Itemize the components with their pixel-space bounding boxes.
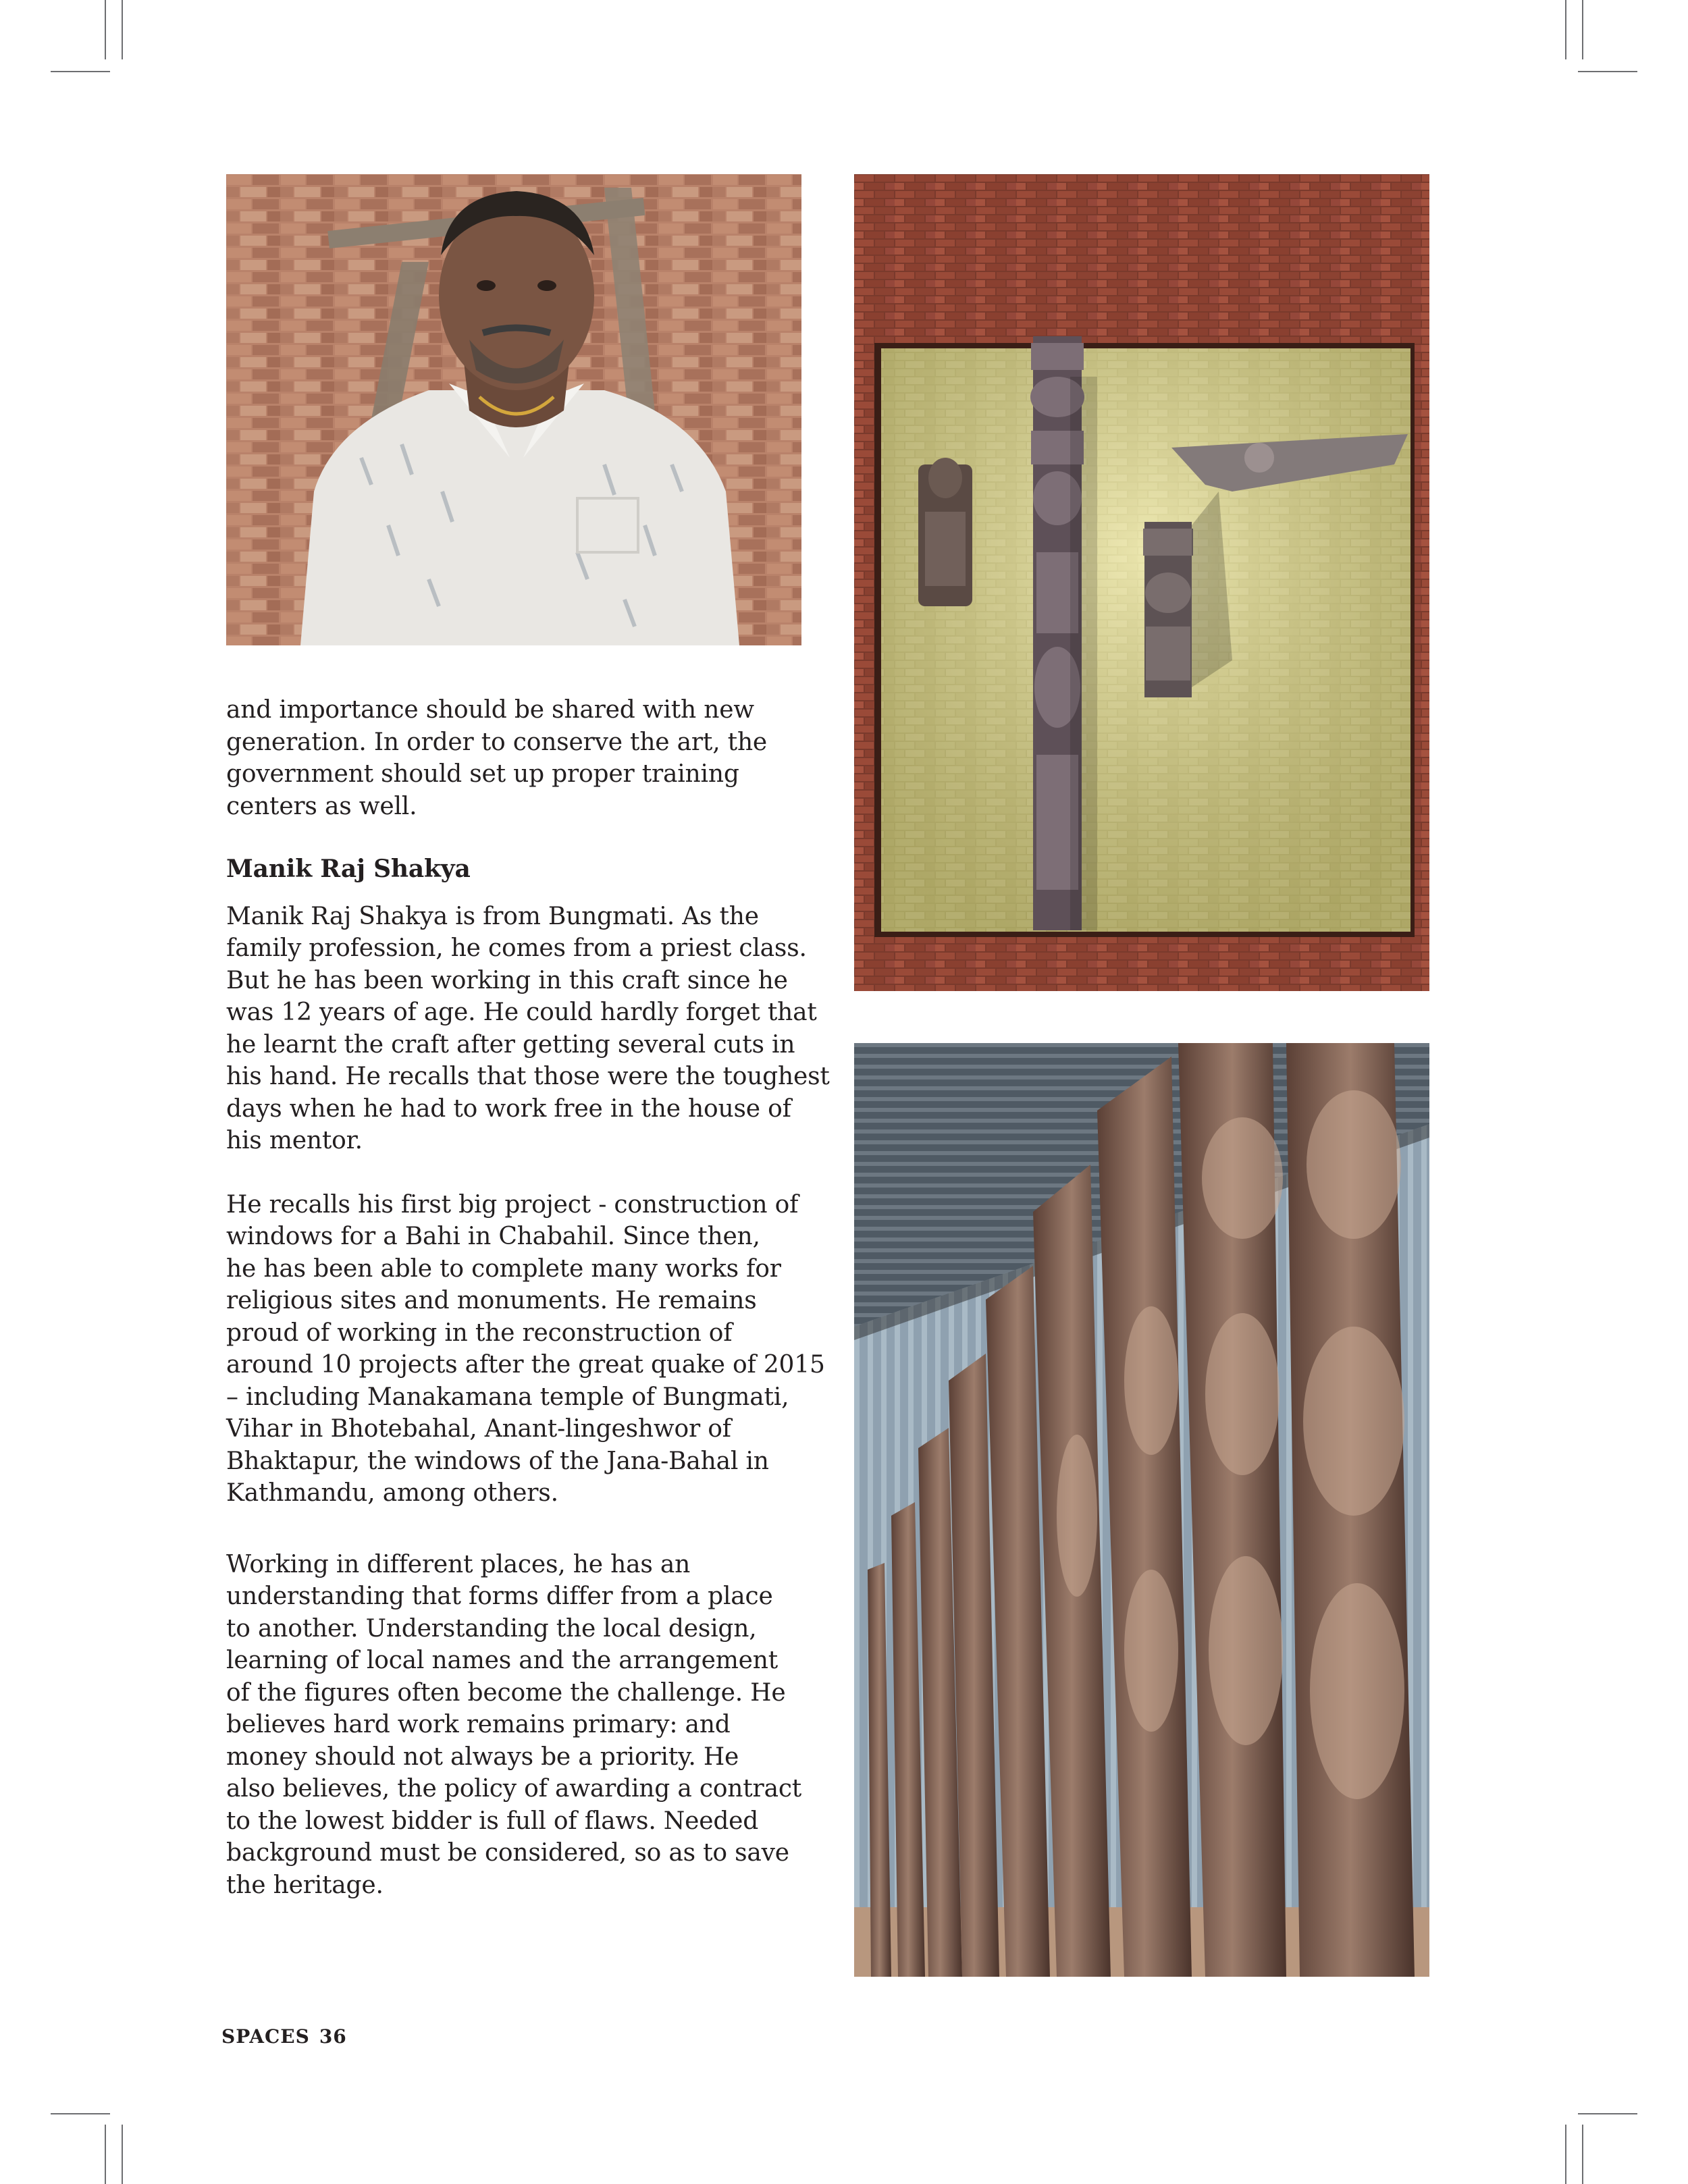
text-line: and importance should be shared with new [226,696,754,724]
crop-mark [51,2113,110,2114]
crop-mark [1578,2113,1637,2114]
text-line: learning of local names and the arrangement [226,1647,778,1674]
text-line: But he has been working in this craft since he [226,966,788,994]
magazine-name: SPACES [221,2025,310,2048]
crop-mark [1582,2125,1583,2184]
intro-paragraph [226,694,820,822]
text-line: he learnt the craft after getting several cuts in [226,1030,795,1059]
text-line: around 10 projects after the great quake of 2015 [226,1351,825,1379]
paragraph-3 [226,1549,820,1902]
text-line: understanding that forms differ from a place [226,1582,773,1610]
text-line: also believes, the policy of awarding a contract [226,1775,802,1803]
paragraph-2 [226,1189,825,1510]
text-line: government should set up proper training [226,760,739,788]
text-line: background must be considered, so as to save [226,1839,789,1867]
crop-mark [1565,2125,1566,2184]
text-line: the heritage. [226,1871,384,1899]
article-body [226,694,830,1901]
crop-mark [122,2125,123,2184]
text-line: He recalls his first big project - construction of [226,1190,799,1219]
text-line: – including Manakamana temple of Bungmati, [226,1383,789,1411]
text-line: Bhaktapur, the windows of the Jana-Bahal in [226,1447,769,1475]
text-line: Kathmandu, among others. [226,1479,558,1507]
crop-mark [51,71,110,72]
text-line: religious sites and monuments. He remains [226,1287,757,1314]
text-line: family profession, he comes from a priest class. [226,934,807,962]
text-line: to another. Understanding the local design, [226,1614,757,1643]
text-line: Vihar in Bhotebahal, Anant-lingeshwor of [226,1415,731,1443]
crop-mark [1565,0,1566,59]
section-heading: Manik Raj Shakya [226,855,471,883]
text-line: to the lowest bidder is full of flaws. Needed [226,1807,759,1835]
text-line: his hand. He recalls that those were the toughest [226,1063,830,1090]
text-line: days when he had to work free in the house of [226,1094,791,1123]
wall-carvings-photo [854,174,1429,991]
text-line: believes hard work remains primary: and [226,1711,731,1738]
text-line: he has been able to complete many works for [226,1254,781,1283]
text-line: generation. In order to conserve the art, the [226,728,768,756]
text-line: money should not always be a priority. He [226,1742,739,1771]
page-number: 36 [319,2025,347,2048]
crop-mark [1582,0,1583,59]
crop-mark [1578,71,1637,72]
text-line: centers as well. [226,792,417,820]
text-line: Manik Raj Shakya is from Bungmati. As the [226,902,759,930]
text-line: of the figures often become the challenge. He [226,1678,786,1707]
portrait-photo [226,174,801,645]
paragraph-1 [226,901,830,1157]
text-line: windows for a Bahi in Chabahil. Since then, [226,1223,760,1250]
crop-mark [105,2125,106,2184]
text-line: was 12 years of age. He could hardly forget that [226,998,817,1026]
carved-struts-photo [854,1043,1429,1977]
crop-mark [122,0,123,59]
page-footer [221,2025,347,2048]
text-line: Working in different places, he has an [226,1550,691,1578]
text-line: his mentor. [226,1127,363,1154]
crop-mark [105,0,106,59]
text-line: proud of working in the reconstruction of [226,1319,733,1347]
